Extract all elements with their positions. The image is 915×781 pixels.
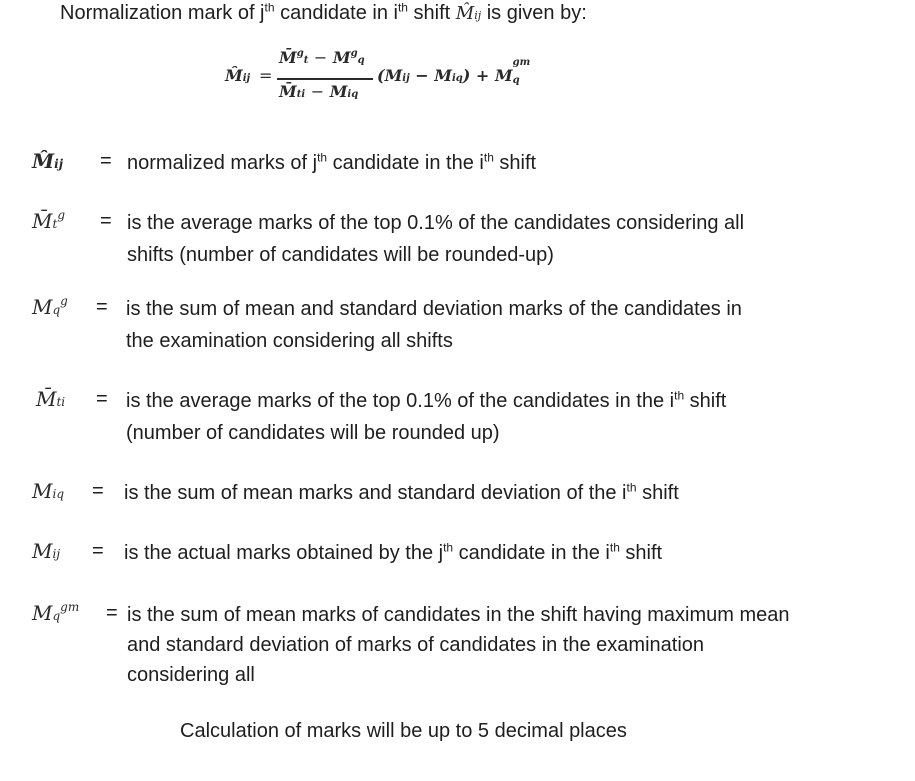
def-symbol: M̂ij (32, 149, 64, 173)
def-text: is the sum of mean marks of candidates in the shift having maximum mean (127, 604, 790, 626)
definition-row (32, 600, 79, 629)
def-text-line2: the examination considering all shifts (126, 330, 453, 352)
intro-line (60, 0, 587, 31)
formula-lhs: M̂ij (225, 66, 251, 85)
formula-tail: (Mij − Miq) + M gm q (377, 57, 531, 86)
def-text: is the sum of mean marks and standard deviation of the $i^{th}$ shift (124, 480, 679, 504)
intro-text-2: candidate in i (274, 2, 398, 24)
intro-text-1: Normalization mark of j (60, 2, 265, 24)
def-equals: = (96, 388, 108, 410)
intro-text-3: shift (407, 2, 456, 24)
formula-fraction-bar (277, 78, 373, 80)
def-equals: = (92, 540, 104, 562)
formula-numerator: M̄$^g$t − $M^gq$ (279, 48, 365, 67)
def-equals: = (100, 210, 112, 232)
formula-denominator: M̄ti − Miq (279, 82, 359, 101)
def-text-line2: and standard deviation of marks of candidates in the examination (127, 634, 705, 656)
definition-row (32, 208, 65, 237)
def-text: is the sum of mean and standard deviation marks of the candidates in (126, 298, 742, 320)
def-symbol: Miq (32, 479, 65, 503)
def-text: is the actual marks obtained by the $j^{th}$ candidate in the $i^{th}$ shift (124, 540, 663, 564)
definition-row (32, 294, 68, 323)
def-symbol: Mq$^g$ (32, 294, 68, 319)
def-text-line2: shifts (number of candidates will be rounded-up) (127, 244, 554, 266)
def-text-line2: (number of candidates will be rounded up) (126, 422, 500, 444)
definition-row (32, 538, 60, 567)
def-equals: = (106, 602, 118, 624)
def-equals: = (96, 296, 108, 318)
intro-symbol: M̂ij (455, 3, 482, 24)
def-equals: = (92, 480, 104, 502)
footer-note: Calculation of marks will be up to 5 decimal places (180, 720, 627, 742)
def-text: is the average marks of the top 0.1% of the candidates in the $i^{th}$ shift (126, 388, 727, 412)
formula-equals: = (259, 66, 273, 85)
def-text-line3: considering all (127, 664, 255, 686)
def-symbol: M̄ti (36, 387, 66, 411)
intro-sup-1: th (264, 0, 275, 15)
def-symbol: Mij (32, 539, 61, 563)
def-text: is the average marks of the top 0.1% of the candidates considering all (127, 212, 745, 234)
definition-row (36, 386, 65, 415)
intro-text-4: is given by: (481, 2, 587, 24)
def-symbol: $M̄t^g$ (32, 208, 65, 233)
definition-row (32, 148, 63, 177)
def-text: normalized marks of $j^{th}$ candidate in the $i^{th}$ shift (127, 150, 537, 174)
def-equals: = (100, 150, 112, 172)
definition-row (32, 478, 64, 507)
intro-sup-2: th (397, 0, 408, 15)
def-symbol: $Mq^{gm}$ (32, 600, 80, 625)
